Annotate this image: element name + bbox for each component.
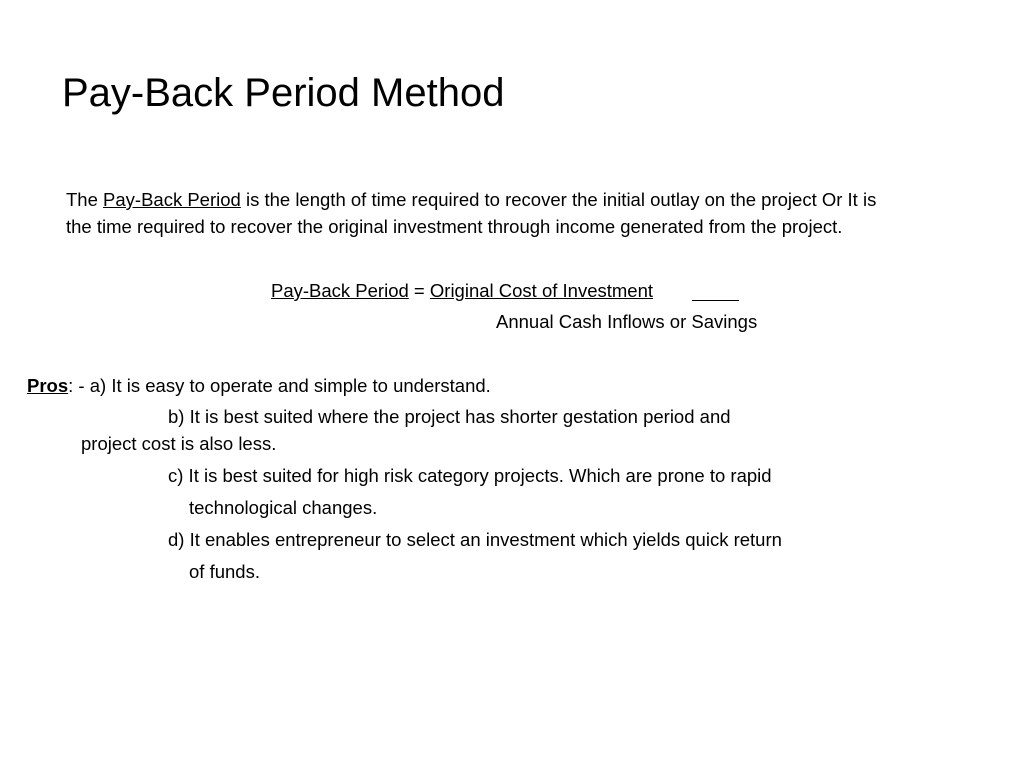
pros-item-d-line-1: d) It enables entrepreneur to select an investment which yields quick return [168,529,782,550]
slide-title: Pay-Back Period Method [62,71,505,115]
formula-equals: = [408,280,430,301]
pros-item-a-line [27,371,491,401]
formula-numerator-line [271,276,653,306]
formula-denominator: Annual Cash Inflows or Savings [496,311,758,332]
formula-fraction-bar [692,300,739,301]
pros-item-c-line-1: c) It is best suited for high risk category projects. Which are prone to rapid [168,465,772,486]
pros-separator: : - [68,375,90,396]
pros-item-b-line-1: b) It is best suited where the project has shorter gestation period and [168,406,731,427]
formula-numerator: Original Cost of Investment [429,280,654,301]
pros-item-c-line-2: technological changes. [189,497,378,518]
definition-line-1-rest: is the length of time required to recover the initial outlay on the project Or It is [240,189,877,210]
definition-prefix: The [66,189,104,210]
formula-lhs: Pay-Back Period [271,280,409,301]
pros-item-b-line-2: project cost is also less. [81,433,277,454]
definition-line-1 [66,185,876,215]
definition-term: Pay-Back Period [103,189,241,210]
pros-label: Pros [27,375,69,396]
pros-item-d-line-2: of funds. [189,561,260,582]
definition-line-2: the time required to recover the original investment through income generated from the project. [66,216,843,237]
pros-item-a: a) It is easy to operate and simple to understand. [89,375,491,396]
